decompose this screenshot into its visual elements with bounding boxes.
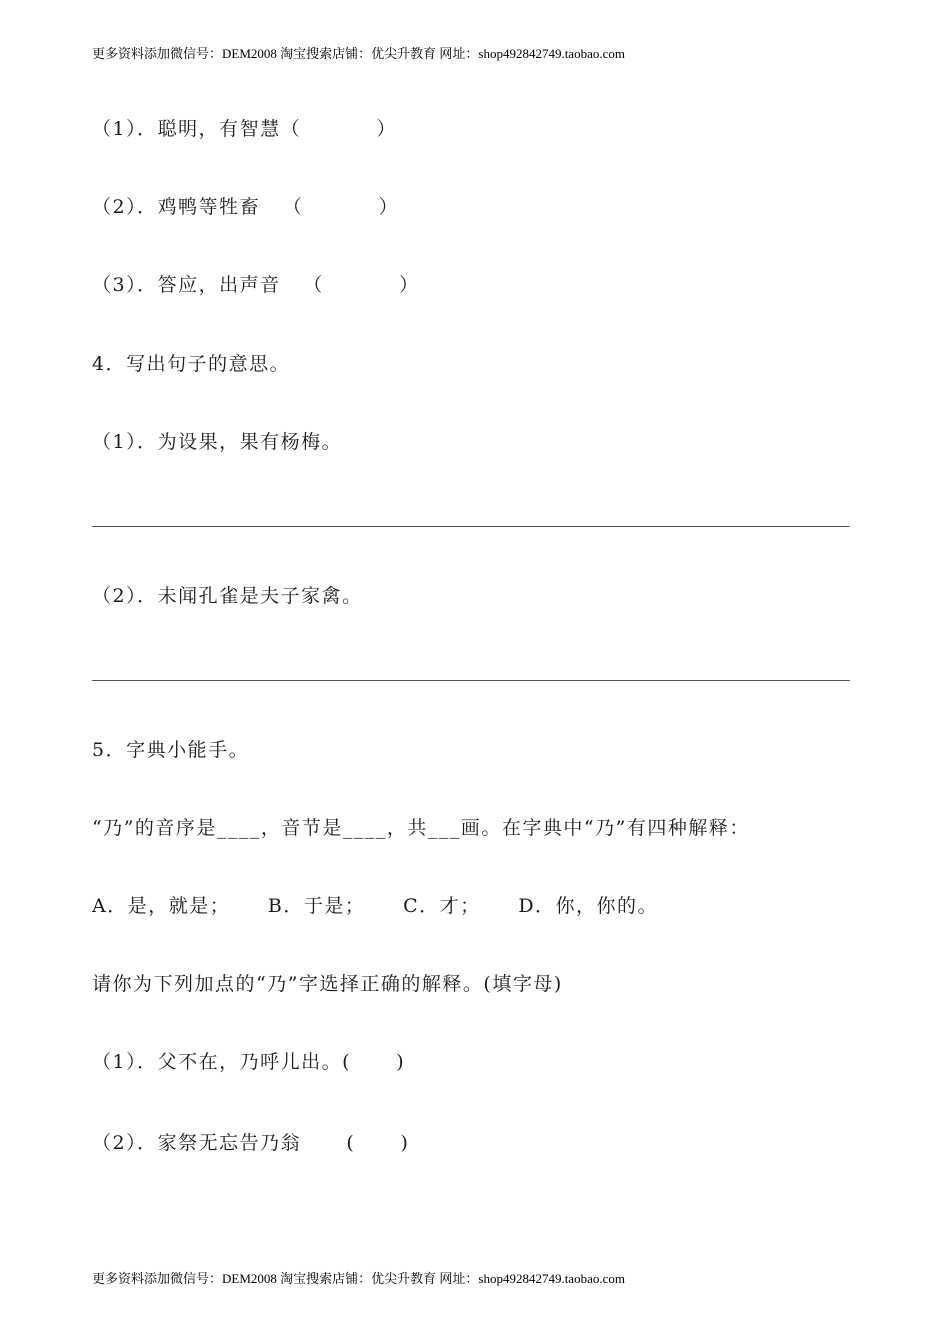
answer-line-1: [92, 526, 850, 527]
q4-item-1: （1）．为设果，果有杨梅。: [92, 431, 343, 453]
q5-instruction: 请你为下列加点的“乃”字选择正确的解释。(填字母): [92, 973, 563, 995]
q3-item-2: （2）．鸡鸭等牲畜 （ ）: [92, 196, 400, 218]
q3-item-1: （1）．聪明，有智慧（ ）: [92, 118, 397, 140]
page-header: 更多资料添加微信号：DEM2008 淘宝搜索店铺：优尖升教育 网址：shop492842749.taobao.com: [92, 46, 625, 61]
page-footer: 更多资料添加微信号：DEM2008 淘宝搜索店铺：优尖升教育 网址：shop492842749.taobao.com: [92, 1271, 625, 1286]
q5-intro: “乃”的音序是____，音节是____，共___画。在字典中“乃”有四种解释：: [92, 817, 750, 839]
q5-item-1: （1）．父不在，乃呼儿出。( ): [92, 1051, 406, 1073]
q3-item-3: （3）．答应，出声音 （ ）: [92, 274, 420, 296]
q5-title: 5．字典小能手。: [92, 739, 250, 761]
answer-line-2: [92, 680, 850, 681]
q4-item-2: （2）．未闻孔雀是夫子家禽。: [92, 585, 363, 607]
q5-item-2: （2）．家祭无忘告乃翁 ( ): [92, 1132, 410, 1154]
q5-options: A．是，就是； B．于是； C．才； D．你，你的。: [92, 895, 659, 917]
q4-title: 4．写出句子的意思。: [92, 353, 291, 375]
